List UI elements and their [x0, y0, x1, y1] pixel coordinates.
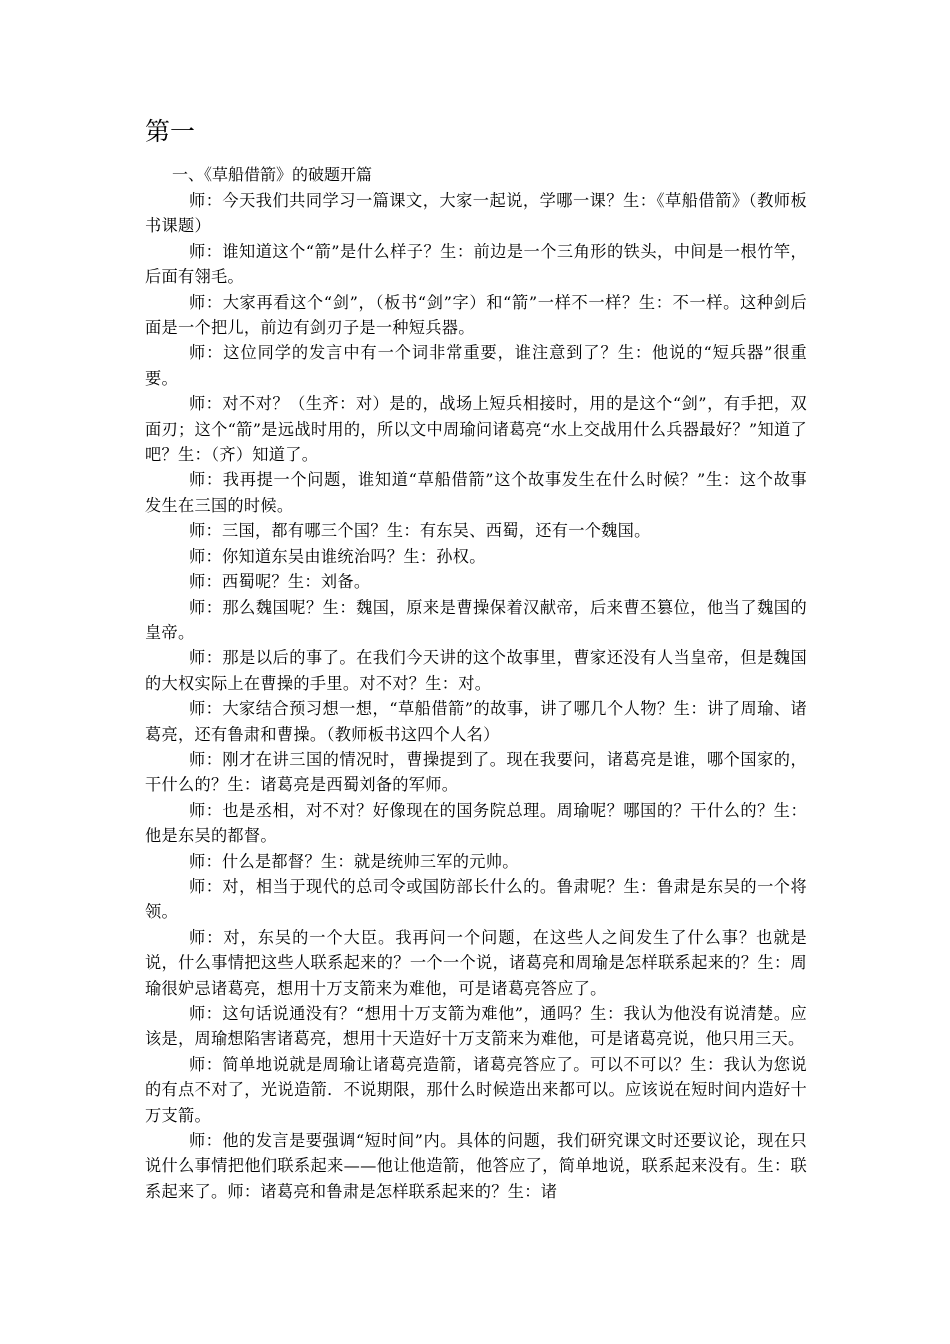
paragraph: 师：简单地说就是周瑜让诸葛亮造箭，诸葛亮答应了。可以不可以？生：我认为您说的有点不对了，光说造箭．不说期限，那什么时候造出来都可以。应该说在短时间内造好十万支箭。 — [145, 1054, 807, 1125]
paragraph: 师：这句话说通没有？“想用十万支箭为难他”，通吗？生：我认为他没有说清楚。应该是，周瑜想陷害诸葛亮，想用十天造好十万支箭来为难他，可是诸葛亮说，他只用三天。 — [145, 1004, 807, 1049]
paragraph: 师：也是丞相，对不对？好像现在的国务院总理。周瑜呢？哪国的？干什么的？生：他是东吴的都督。 — [145, 800, 807, 846]
paragraph: 师：对，相当于现代的总司令或国防部长什么的。鲁肃呢？生：鲁肃是东吴的一个将领。 — [145, 876, 807, 922]
paragraph: 师：西蜀呢？生：刘备。 — [189, 572, 371, 592]
paragraph: 师：对，东吴的一个大臣。我再问一个问题，在这些人之间发生了什么事？也就是说，什么事情把这些人联系起来的？一个一个说，诸葛亮和周瑜是怎样联系起来的？生：周瑜很妒忌诸葛亮，想用十万支箭来为难他，可是诸葛亮答应了。 — [145, 927, 807, 998]
paragraph: 师：什么是都督？生：就是统帅三军的元帅。 — [189, 851, 519, 871]
paragraph: 师：谁知道这个“箭”是什么样子？生：前边是一个三角形的铁头，中间是一根竹竿，后面有翎毛。 — [145, 241, 807, 287]
paragraph: 师：我再提一个问题，谁知道“草船借箭”这个故事发生在什么时候？”生：这个故事发生在三国的时候。 — [145, 470, 807, 515]
paragraph: 师：大家结合预习想一想，“草船借箭”的故事，讲了哪几个人物？生：讲了周瑜、诸葛亮，还有鲁肃和曹操。（教师板书这四个人名） — [145, 699, 807, 744]
paragraph: 师：那么魏国呢？生：魏国，原来是曹操保着汉献帝，后来曹丕篡位，他当了魏国的皇帝。 — [145, 597, 807, 642]
section-title: 一、《草船借箭》的破题开篇 — [172, 165, 373, 184]
paragraph: 师：对不对？（生齐：对）是的，战场上短兵相接时，用的是这个“剑”，有手把，双面刃；这个“箭”是远战时用的，所以文中周瑜问诸葛亮“水上交战用什么兵器最好？”知道了吧？生：（齐）知道了。 — [145, 394, 807, 465]
paragraph: 师：三国，都有哪三个国？生：有东吴、西蜀，还有一个魏国。 — [189, 521, 651, 541]
paragraph: 师：今天我们共同学习一篇课文，大家一起说，学哪一课？生：《草船借箭》（教师板书课题） — [145, 191, 807, 236]
document-body — [145, 162, 807, 1204]
paragraph: 师：他的发言是要强调“短时间”内。具体的问题，我们研究课文时还要议论，现在只说什么事情把他们联系起来——他让他造箭，他答应了，简单地说，联系起来没有。生：联系起来了。师：诸葛亮和鲁肃是怎样联系起来的？生：诸 — [145, 1131, 807, 1201]
paragraph: 师：这位同学的发言中有一个词非常重要，谁注意到了？生：他说的“短兵器”很重要。 — [145, 343, 807, 388]
paragraph: 师：你知道东吴由谁统治吗？生：孙权。 — [189, 546, 486, 566]
page-heading: 第一 — [145, 117, 196, 146]
paragraph: 师：刚才在讲三国的情况时，曹操提到了。现在我要问，诸葛亮是谁，哪个国家的，干什么的？生：诸葛亮是西蜀刘备的军师。 — [145, 749, 807, 795]
paragraph: 师：大家再看这个“剑”，（板书“剑”字）和“箭”一样不一样？生：不一样。这种剑后面是一个把儿，前边有剑刃子是一种短兵器。 — [145, 292, 807, 338]
paragraph: 师：那是以后的事了。在我们今天讲的这个故事里，曹家还没有人当皇帝，但是魏国的大权实际上在曹操的手里。对不对？生：对。 — [145, 648, 807, 693]
